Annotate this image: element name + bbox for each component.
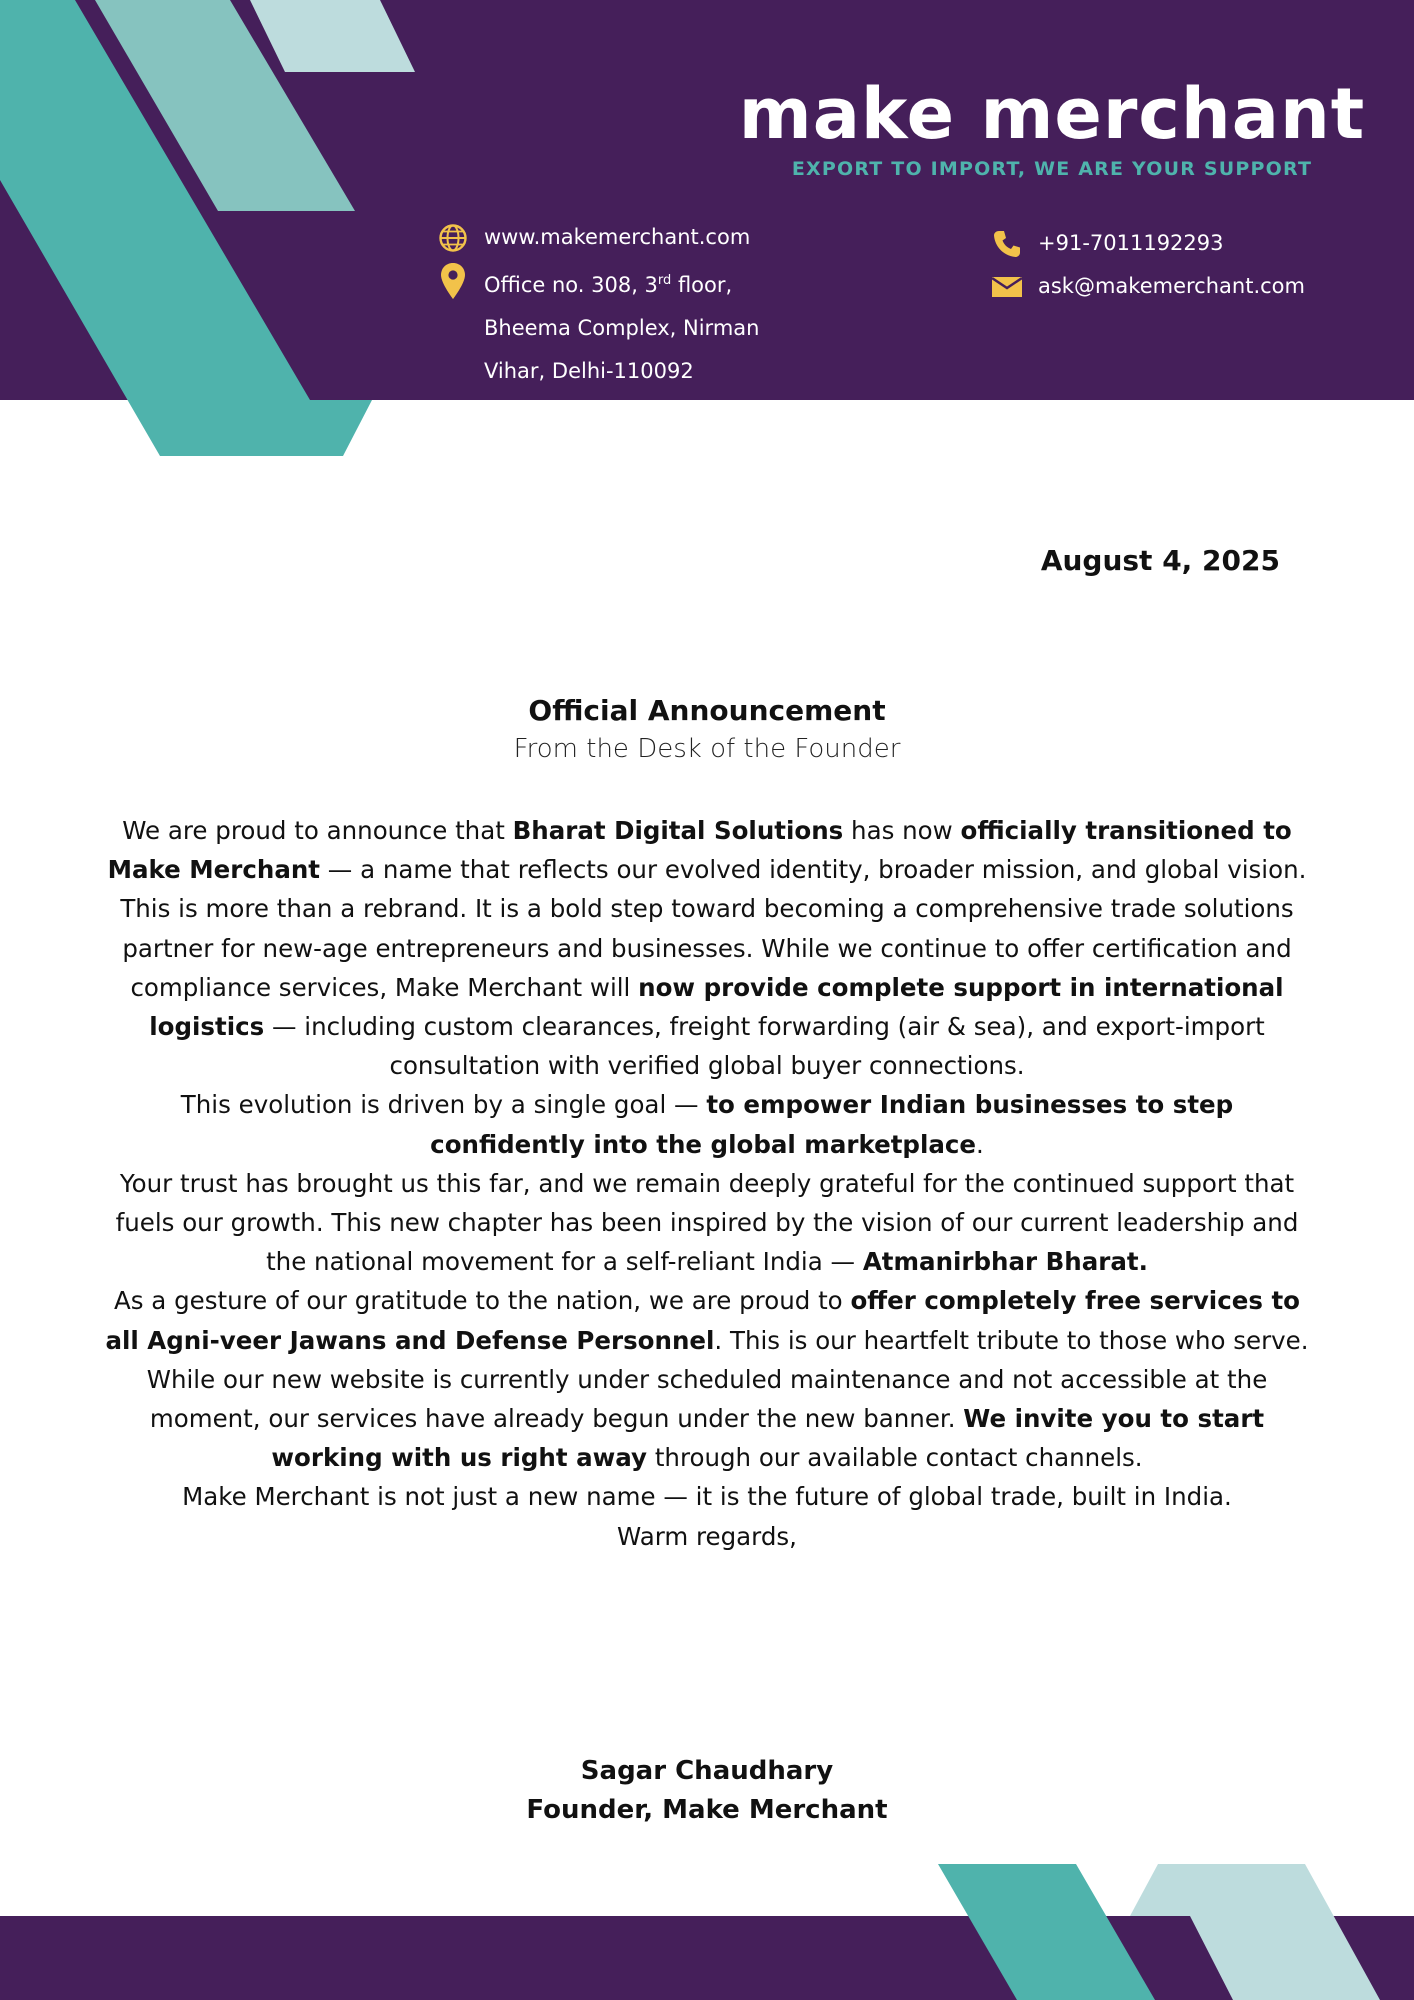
paragraph-6: While our new website is currently under scheduled maintenance and not accessible at the moment, our services have already begun under the new banner. We invite you to start working with us right away through our available contact channels. <box>146 1364 1268 1473</box>
letterhead-footer <box>0 1860 1414 2000</box>
letterhead-header <box>0 0 1414 400</box>
phone-row <box>990 222 1305 265</box>
globe-icon <box>436 216 470 259</box>
address-line-1: Office no. 308, 3rd floor, <box>484 273 733 297</box>
website-row <box>436 216 759 259</box>
logo <box>722 72 1382 180</box>
letter-subtitle: From the Desk of the Founder <box>513 734 901 764</box>
paragraph-7: Make Merchant is not just a new name — it is the future of global trade, built in India. <box>182 1482 1232 1512</box>
signature-block <box>0 1752 1414 1830</box>
letter-title: Official Announcement <box>528 694 886 727</box>
logo-word-make: make <box>738 73 981 155</box>
paragraph-2: This is more than a rebrand. It is a bold step toward becoming a comprehensive trade solutions partner for new-age entrepreneurs and businesses. While we continue to offer certification and compliance services, Make Merchant will now provide complete support in international logistics — including custom clearances, freight forwarding (air & sea), and export-import consultation with verified global buyer connections. <box>120 894 1294 1081</box>
contact-block-right <box>990 222 1305 308</box>
signer-name: Sagar Chaudhary <box>580 1756 834 1786</box>
paragraph-4: Your trust has brought us this far, and we remain deeply grateful for the continued support that fuels our growth. This new chapter has been inspired by the vision of our current leadership and the national movement for a self-reliant India — Atmanirbhar Bharat. <box>115 1168 1299 1277</box>
letter-body <box>105 811 1309 1556</box>
email-address[interactable]: ask@makemerchant.com <box>1038 274 1305 298</box>
logo-wordmark <box>722 72 1382 156</box>
logo-tagline: EXPORT TO IMPORT, WE ARE YOUR SUPPORT <box>791 158 1313 180</box>
address-row <box>436 259 759 393</box>
address <box>484 259 759 393</box>
paragraph-3: This evolution is driven by a single goal — to empower Indian businesses to step confidently into the global marketplace. <box>180 1090 1234 1159</box>
signer-title: Founder, Make Merchant <box>526 1795 888 1825</box>
phone-icon <box>990 222 1024 265</box>
address-line-3: Vihar, Delhi-110092 <box>484 359 694 383</box>
paragraph-1: We are proud to announce that Bharat Digital Solutions has now officially transitioned to Make Merchant — a name that reflects our evolved identity, broader mission, and global vision. <box>107 816 1307 885</box>
paragraph-5: As a gesture of our gratitude to the nation, we are proud to offer completely free services to all Agni-veer Jawans and Defense Personnel. This is our heartfelt tribute to those who serve. <box>105 1286 1309 1355</box>
contact-block-left <box>436 216 759 393</box>
location-pin-icon <box>436 259 470 302</box>
email-row <box>990 265 1305 308</box>
teal-stripe-light <box>250 0 415 72</box>
closing: Warm regards, <box>617 1521 797 1551</box>
mail-icon <box>990 265 1024 308</box>
logo-word-merchant: merchant <box>980 73 1366 155</box>
letter-date: August 4, 2025 <box>1040 544 1280 577</box>
address-line-2: Bheema Complex, Nirman <box>484 316 760 340</box>
website-link[interactable]: www.makemerchant.com <box>484 225 751 249</box>
phone-number[interactable]: +91-7011192293 <box>1038 231 1224 255</box>
